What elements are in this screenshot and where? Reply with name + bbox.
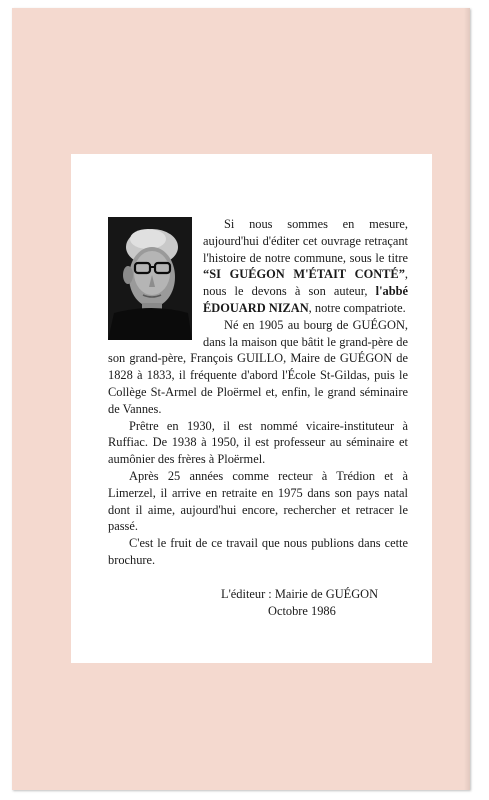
portrait-spacer [108, 216, 203, 340]
intro-text-middle: , nous le devons à son auteur, [203, 267, 408, 299]
author-name: l'abbé ÉDOUARD NIZAN [203, 284, 408, 315]
intro-text-end: , notre compatriote. [308, 300, 406, 315]
text-panel [71, 154, 432, 663]
publisher-line: L'éditeur : Mairie de GUÉGON [221, 587, 379, 601]
author-biography [108, 216, 408, 569]
book-title: “SI GUÉGON M'ÉTAIT CONTÉ” [203, 267, 405, 282]
paragraph-birth: Né en 1905 au bourg de GUÉGON, dans la maison que bâtit le grand-père de son grand-père, François GUILLO, Maire de GUÉGON de 1828 à 1833, il fréquente d'abord l'École St-Gildas, puis le Collège St-Armel de Ploërmel et, enfin, le grand séminaire de Vannes. [108, 317, 408, 416]
publisher-signature [221, 586, 411, 620]
intro-text-start: Si nous sommes en mesure, aujourd'hui d'éditer cet ouvrage retraçant l'histoire de notre commune, sous le titre [203, 217, 408, 265]
paragraph-conclusion: C'est le fruit de ce travail que nous publions dans cette brochure. [108, 536, 408, 567]
paragraph-priesthood: Prêtre en 1930, il est nommé vicaire-instituteur à Ruffiac. De 1938 à 1950, il est professeur au séminaire et aumônier des frères à Ploërmel. [108, 418, 408, 467]
publication-date: Octobre 1986 [268, 604, 336, 618]
cover-edge-shadow [464, 8, 470, 790]
paragraph-retirement: Après 25 années comme recteur à Trédion et à Limerzel, il arrive en retraite en 1975 dans son pays natal dont il aime, aujourd'hui encore, rechercher et retracer le passé. [108, 468, 408, 534]
book-back-cover [12, 8, 470, 790]
